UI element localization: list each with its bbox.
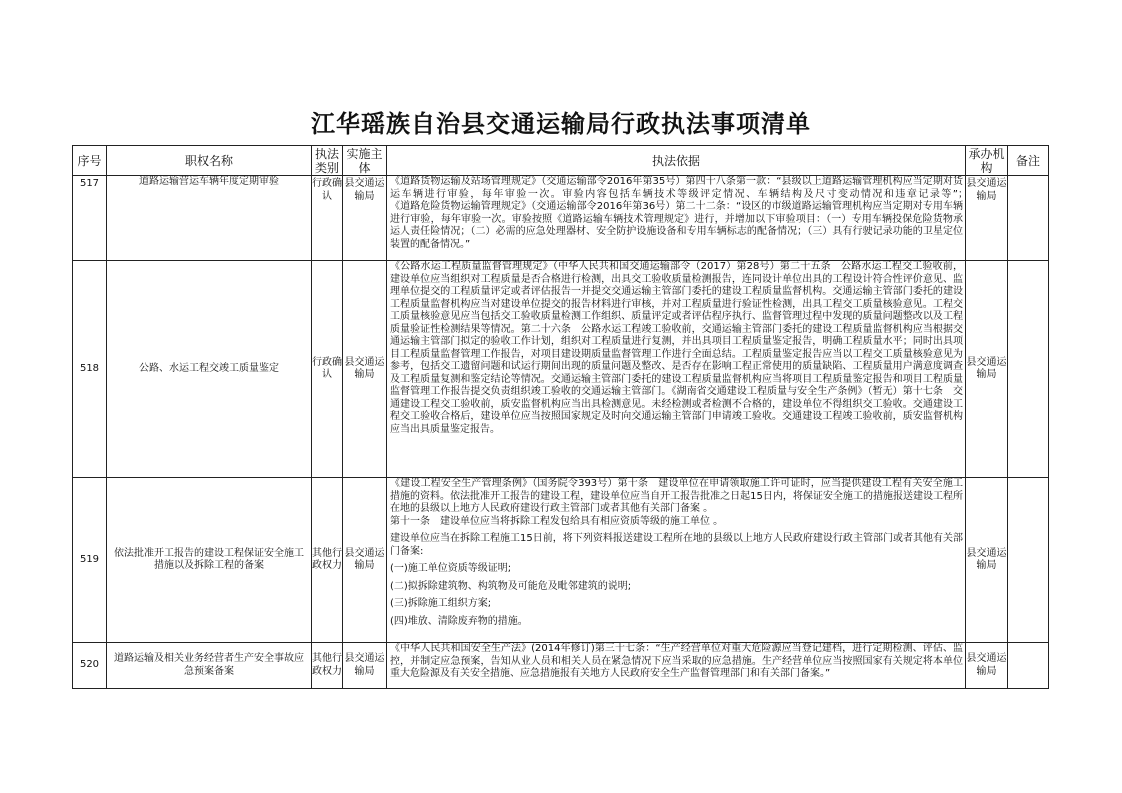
row-basis — [387, 478, 966, 643]
basis-text — [390, 261, 963, 477]
header-row — [73, 146, 1049, 176]
row-name: 依法批准开工报告的建设工程保证安全施工措施以及拆除工程的备案 — [107, 478, 312, 643]
row-subject: 县交通运输局 — [343, 261, 387, 478]
basis-paragraph: 《建设工程安全生产管理条例》（国务院令393号）第十条 建设单位在申请领取施工许可证时，应当提供建设工程有关安全施工措施的资料。依法批准开工报告的建设工程，建设单位应当自开工报告批准之日起15日内，将保证安全施工的措施报送建设工程所在地的县级以上地方人民政府建设行政主管部门或者其他有关部门备案 。 — [390, 478, 963, 514]
basis-paragraph: 《中华人民共和国安全生产法》(2014年修订)第三十七条：“生产经营单位对重大危险源应当登记建档，进行定期检测、评估、监控，并制定应急预案，告知从业人员和相关人员在紧急情况下应当采取的应急措施。生产经营单位应当按照国家有关规定将本单位重大危险源及有关安全措施、应急措施报有关地方人民政府安全生产监督管理部门和有关部门备案。” — [390, 643, 963, 679]
row-name: 公路、水运工程交竣工质量鉴定 — [107, 261, 312, 478]
row-seq: 518 — [73, 261, 107, 478]
header-category: 执法类别 — [312, 146, 343, 176]
row-agency: 县交通运输局 — [966, 176, 1008, 261]
header-agency: 承办机构 — [966, 146, 1008, 176]
row-subject: 县交通运输局 — [343, 176, 387, 261]
table-row — [73, 261, 1049, 478]
row-category: 其他行政权力 — [312, 643, 343, 689]
table-row — [73, 176, 1049, 261]
row-name: 道路运输及相关业务经营者生产安全事故应急预案备案 — [107, 643, 312, 689]
header-basis: 执法依据 — [387, 146, 966, 176]
row-remarks — [1008, 176, 1049, 261]
basis-paragraph: (二)拟拆除建筑物、构筑物及可能危及毗邻建筑的说明; — [390, 580, 632, 592]
basis-paragraph: 建设单位应当在拆除工程施工15日前，将下列资料报送建设工程所在地的县级以上地方人民政府建设行政主管部门或者其他有关部门备案: — [390, 533, 963, 557]
row-name: 道路运输营运车辆年度定期审验 — [107, 176, 312, 261]
table-row — [73, 478, 1049, 643]
row-category: 其他行政权力 — [312, 478, 343, 643]
row-remarks — [1008, 261, 1049, 478]
basis-paragraph: (一)施工单位资质等级证明; — [390, 563, 512, 574]
row-agency: 县交通运输局 — [966, 261, 1008, 478]
basis-paragraph: (三)拆除施工组织方案; — [390, 598, 492, 609]
row-basis — [387, 176, 966, 261]
basis-paragraph: 第十一条 建设单位应当将拆除工程发包给具有相应资质等级的施工单位 。 — [390, 515, 724, 527]
basis-text — [390, 176, 963, 260]
header-remarks: 备注 — [1008, 146, 1049, 176]
row-agency: 县交通运输局 — [966, 643, 1008, 689]
row-subject: 县交通运输局 — [343, 478, 387, 643]
row-category: 行政确认 — [312, 176, 343, 261]
row-remarks — [1008, 643, 1049, 689]
row-basis — [387, 261, 966, 478]
row-agency: 县交通运输局 — [966, 478, 1008, 643]
basis-text — [390, 478, 963, 642]
row-category: 行政确认 — [312, 261, 343, 478]
basis-paragraph: (四)堆放、清除废弃物的措施。 — [390, 615, 528, 627]
row-seq: 517 — [73, 176, 107, 261]
row-subject: 县交通运输局 — [343, 643, 387, 689]
basis-paragraph: 《公路水运工程质量监督管理规定》（中华人民共和国交通运输部令（2017）第28号）第二十五条 公路水运工程交工验收前，建设单位应当组织对工程质量是否合格进行检测，出具交工验收质量检测报告，连同设计单位出具的工程设计符合性评价意见、监理单位提交的工程质量评定或者评估报告一并提交交通运输主管部门委托的建设工程质量监督机构。交通运输主管部门委托的建设工程质量监督机构应当对建设单位提交的报告材料进行审核，并对工程质量进行验证性检测，出具工程交工质量核验意见。工程交工质量核验意见应当包括交工验收质量检测工作组织、质量评定或者评估程序执行、监督管理过程中发现的质量问题整改以及工程质量验证性检测结果等情况。第二十六条 公路水运工程竣工验收前，交通运输主管部门委托的建设工程质量监督机构应当根据交通运输主管部门拟定的验收工作计划，组织对工程质量进行复测，并出具项目工程质量鉴定报告，明确工程质量水平；同时出具项目工程质量监督管理工作报告，对项目建设期质量监督管理工作进行全面总结。工程质量鉴定报告应当以工程交工质量核验意见为参考，包括交工遗留问题和试运行期间出现的质量问题及整改、是否存在影响工程正常使用的质量缺陷、工程质量用户满意度调查及工程质量复测和鉴定结论等情况。交通运输主管部门委托的建设工程质量监督机构应当将项目工程质量鉴定报告和项目工程质量监督管理工作报告提交负责组织竣工验收的交通运输主管部门。《湖南省交通建设工程质量与安全生产条例》（暂无）第十七条 交通建设工程交工验收前，质安监督机构应当出具检测意见。未经检测或者检测不合格的，建设单位不得组织交工验收。交通建设工程交工验收合格后，建设单位应当按照国家规定及时向交通运输主管部门申请竣工验收。交通建设工程竣工验收前，质安监督机构应当出具质量鉴定报告。 — [390, 261, 963, 435]
row-seq: 519 — [73, 478, 107, 643]
header-subject: 实施主体 — [343, 146, 387, 176]
basis-text — [390, 643, 963, 688]
row-basis — [387, 643, 966, 689]
header-name: 职权名称 — [107, 146, 312, 176]
basis-paragraph: 《道路货物运输及站场管理规定》（交通运输部令2016年第35号）第四十八条第一款：“县级以上道路运输管理机构应当定期对货运车辆进行审验，每年审验一次。审验内容包括车辆技术等级评定情况、车辆结构及尺寸变动情况和违章记录等”； 《道路危险货物运输管理规定》（交通运输部令2016年第36号）第二十二条：“设区的市级道路运输管理机构应当定期对专用车辆进行审验，每年审验一次。审验按照《道路运输车辆技术管理规定》进行，并增加以下审验项目：（一）专用车辆投保危险货物承运人责任险情况；（二）必需的应急处理器材、安全防护设施设备和专用车辆标志的配备情况；（三）具有行驶记录功能的卫星定位装置的配备情况。” — [390, 176, 963, 250]
header-seq: 序号 — [73, 146, 107, 176]
page-title: 江华瑶族自治县交通运输局行政执法事项清单 — [311, 110, 811, 138]
row-remarks — [1008, 478, 1049, 643]
enforcement-table — [72, 145, 1049, 689]
row-seq: 520 — [73, 643, 107, 689]
table-row — [73, 643, 1049, 689]
